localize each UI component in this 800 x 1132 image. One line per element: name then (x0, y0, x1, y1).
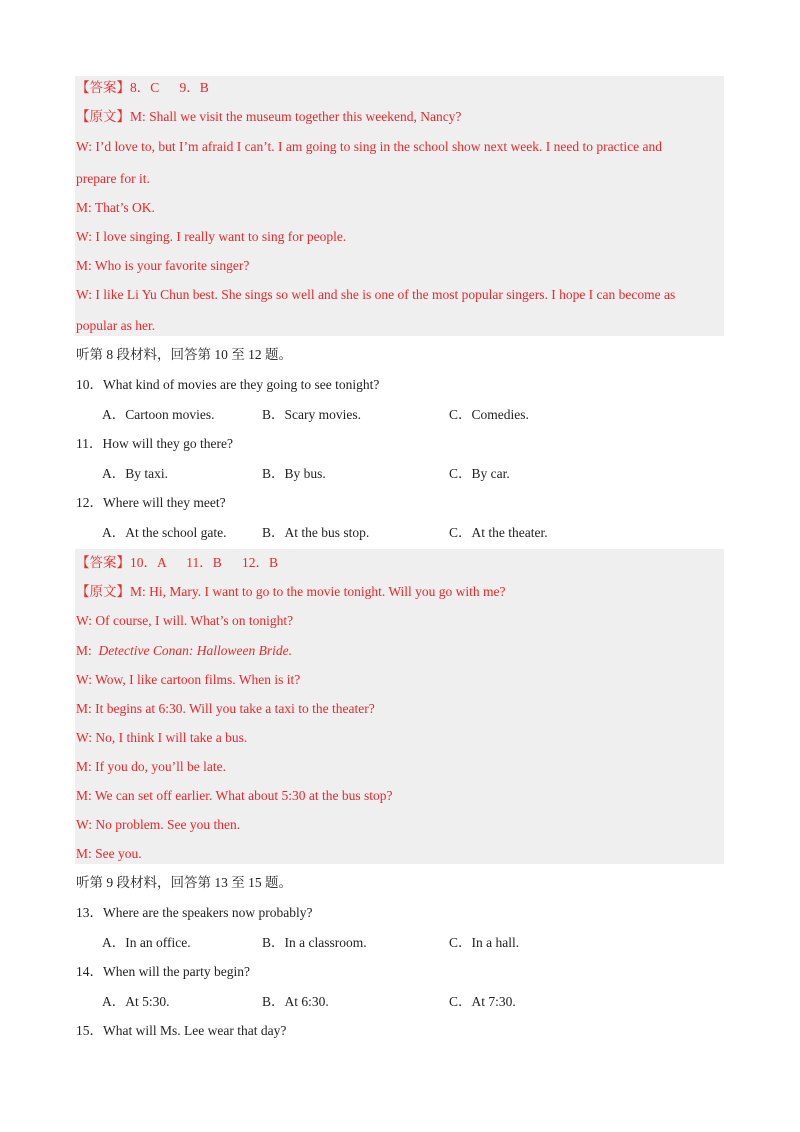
option-c: C．In a hall. (449, 935, 520, 950)
section-heading: 听第 9 段材料，回答第 13 至 15 题。 (76, 875, 292, 890)
option-c: C．At the theater. (449, 525, 548, 540)
transcript-line: M: Detective Conan: Halloween Bride. (76, 643, 292, 658)
transcript-line: M: Who is your favorite singer? (76, 258, 250, 273)
transcript-line: W: I like Li Yu Chun best. She sings so well and she is one of the most popular singers. I hope I can become as (76, 287, 676, 302)
answer-label: 【答案】 (76, 80, 130, 95)
question-10: 10．What kind of movies are they going to see tonight? (76, 377, 380, 392)
option-b: B．Scary movies. (262, 407, 361, 422)
transcript-line: M: If you do, you’ll be late. (76, 759, 226, 774)
answer-line-2 (76, 555, 278, 571)
movie-title: Detective Conan: Halloween Bride. (98, 643, 292, 658)
option-b: B．In a classroom. (262, 935, 367, 950)
question-14: 14．When will the party begin? (76, 964, 250, 979)
question-15: 15．What will Ms. Lee wear that day? (76, 1023, 287, 1038)
transcript-line: W: No problem. See you then. (76, 817, 241, 832)
answer-line-1 (76, 80, 209, 96)
option-c: C．At 7:30. (449, 994, 516, 1009)
transcript-line-1: 【原文】M: Shall we visit the museum together this weekend, Nancy? (76, 109, 462, 124)
section-heading: 听第 8 段材料，回答第 10 至 12 题。 (76, 347, 292, 362)
transcript-line: W: Wow, I like cartoon films. When is it? (76, 672, 301, 687)
transcript-line: popular as her. (76, 318, 156, 333)
option-a: A．By taxi. (102, 466, 168, 481)
option-b: B．At the bus stop. (262, 525, 370, 540)
option-c: C．Comedies. (449, 407, 529, 422)
transcript-line: W: No, I think I will take a bus. (76, 730, 248, 745)
answer-text: 10．A 11．B 12．B (130, 555, 279, 570)
option-a: A．In an office. (102, 935, 191, 950)
transcript-line: W: Of course, I will. What’s on tonight? (76, 613, 294, 628)
transcript-label: 【原文】 (76, 584, 130, 599)
question-11: 11．How will they go there? (76, 436, 233, 451)
option-a: A．At the school gate. (102, 525, 227, 540)
question-13: 13．Where are the speakers now probably? (76, 905, 313, 920)
answer-text: 8．C 9．B (130, 80, 209, 95)
answer-label: 【答案】 (76, 555, 130, 570)
option-a: A．Cartoon movies. (102, 407, 215, 422)
transcript-line: prepare for it. (76, 171, 150, 186)
option-b: B．By bus. (262, 466, 326, 481)
transcript-line: M: We can set off earlier. What about 5:30 at the bus stop? (76, 788, 393, 803)
transcript-line: M: It begins at 6:30. Will you take a taxi to the theater? (76, 701, 375, 716)
transcript-label: 【原文】 (76, 109, 130, 124)
transcript-line: M: That’s OK. (76, 200, 155, 215)
transcript-line: W: I’d love to, but I’m afraid I can’t. I am going to sing in the school show next week. I need to practice and (76, 139, 662, 154)
transcript-line: M: See you. (76, 846, 142, 861)
option-a: A．At 5:30. (102, 994, 170, 1009)
question-12: 12．Where will they meet? (76, 495, 226, 510)
transcript-line-1: 【原文】M: Hi, Mary. I want to go to the movie tonight. Will you go with me? (76, 584, 506, 599)
transcript-line: W: I love singing. I really want to sing for people. (76, 229, 347, 244)
option-b: B．At 6:30. (262, 994, 329, 1009)
option-c: C．By car. (449, 466, 510, 481)
